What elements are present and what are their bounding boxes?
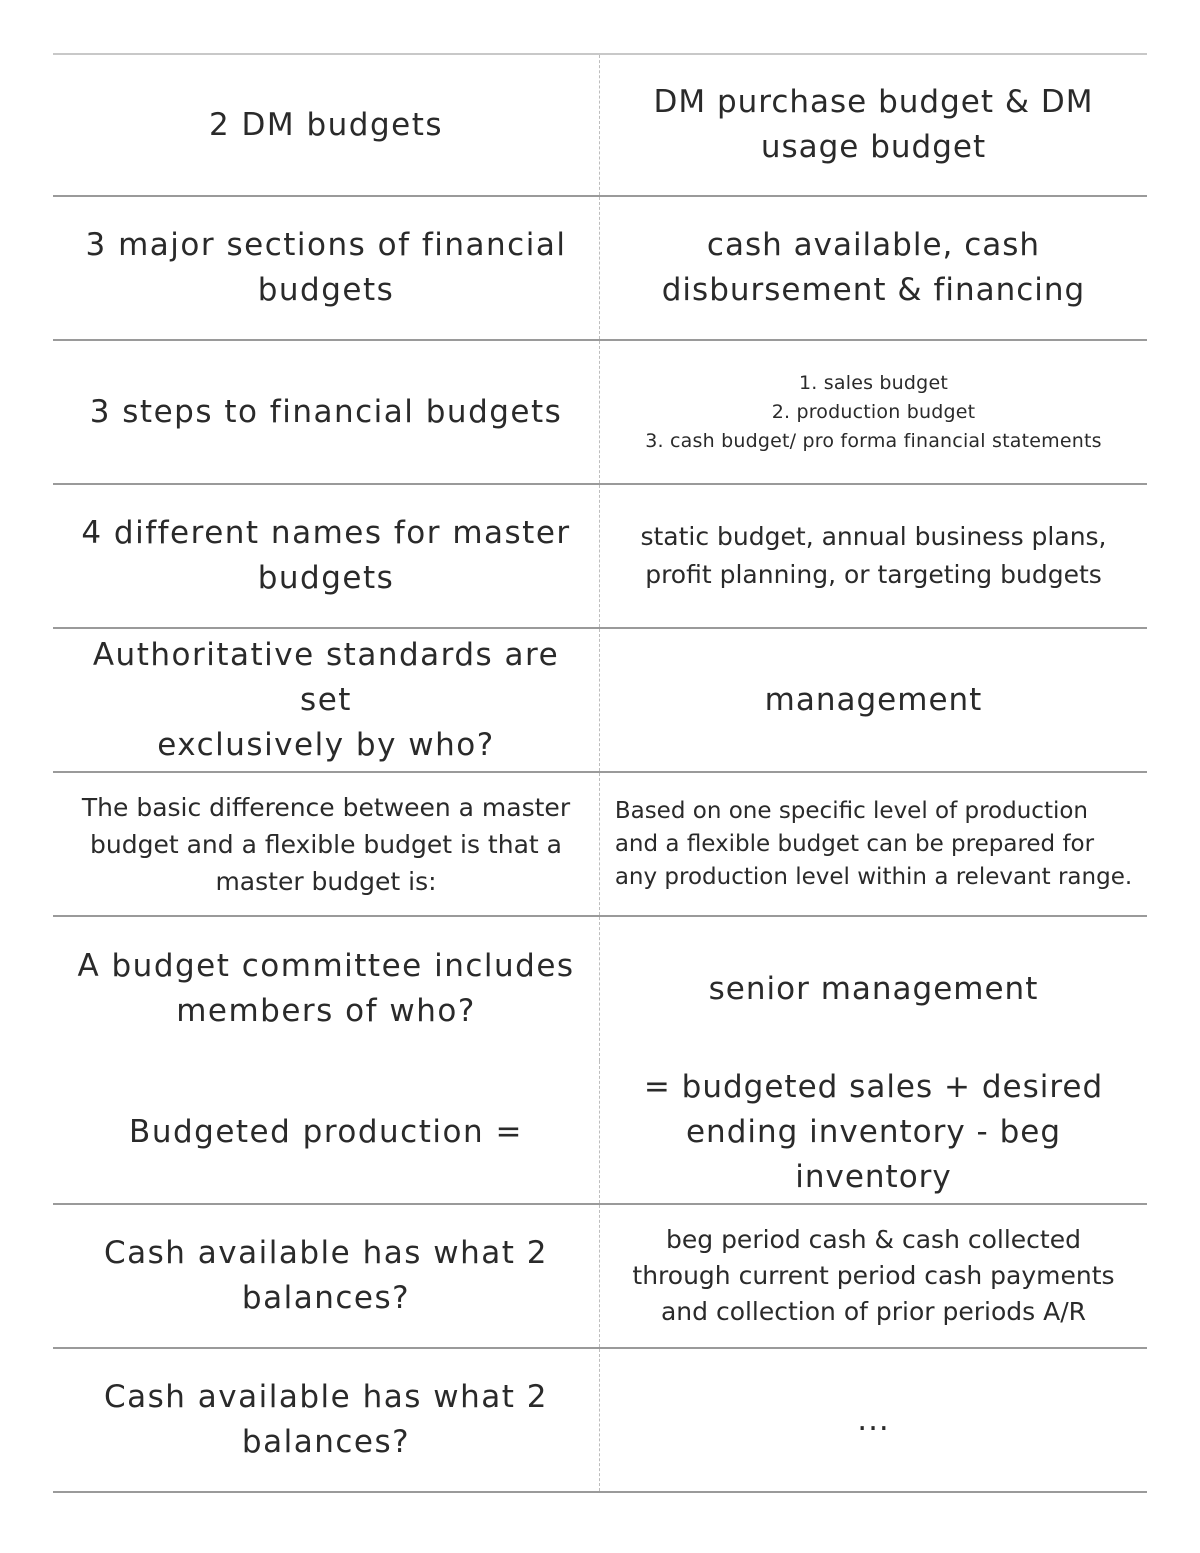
card-term: A budget committee includes members of who? xyxy=(53,917,600,1061)
card-term: Budgeted production = xyxy=(53,1061,600,1203)
card-definition: = budgeted sales + desired ending inventory - beg inventory xyxy=(643,1068,1104,1195)
card-row xyxy=(53,917,1147,1061)
card-definition: 1. sales budget 2. production budget 3. cash budget/ pro forma financial statements xyxy=(645,371,1102,452)
flashcard-sheet xyxy=(53,53,1147,1493)
card-term: Cash available has what 2 balances? xyxy=(53,1205,600,1347)
card-row xyxy=(53,1061,1147,1205)
card-term: Authoritative standards are set exclusively by who? xyxy=(53,629,600,771)
card-term: 4 different names for master budgets xyxy=(53,485,600,627)
card-definition: management xyxy=(764,681,983,718)
card-definition: senior management xyxy=(708,970,1039,1007)
card-row xyxy=(53,629,1147,773)
card-definition: DM purchase budget & DM usage budget xyxy=(653,84,1094,165)
card-definition: Based on one specific level of production and a flexible budget can be prepared for any production level within a relevant range. xyxy=(614,797,1133,890)
card-term: 3 steps to financial budgets xyxy=(53,341,600,483)
card-row xyxy=(53,485,1147,629)
card-definition: ... xyxy=(857,1401,890,1438)
card-term: Cash available has what 2 balances? xyxy=(53,1349,600,1491)
card-definition: beg period cash & cash collected through current period cash payments and collection of prior periods A/R xyxy=(632,1225,1115,1326)
card-row xyxy=(53,53,1147,197)
card-row xyxy=(53,341,1147,485)
card-term: 3 major sections of financial budgets xyxy=(53,197,600,339)
card-definition: cash available, cash disbursement & financing xyxy=(661,227,1086,308)
card-term: The basic difference between a master budget and a flexible budget is that a master budget is: xyxy=(53,773,600,915)
card-row xyxy=(53,1349,1147,1493)
card-row xyxy=(53,197,1147,341)
card-term: 2 DM budgets xyxy=(53,55,600,195)
card-row xyxy=(53,1205,1147,1349)
card-row xyxy=(53,773,1147,917)
card-definition: static budget, annual business plans, profit planning, or targeting budgets xyxy=(640,522,1107,589)
